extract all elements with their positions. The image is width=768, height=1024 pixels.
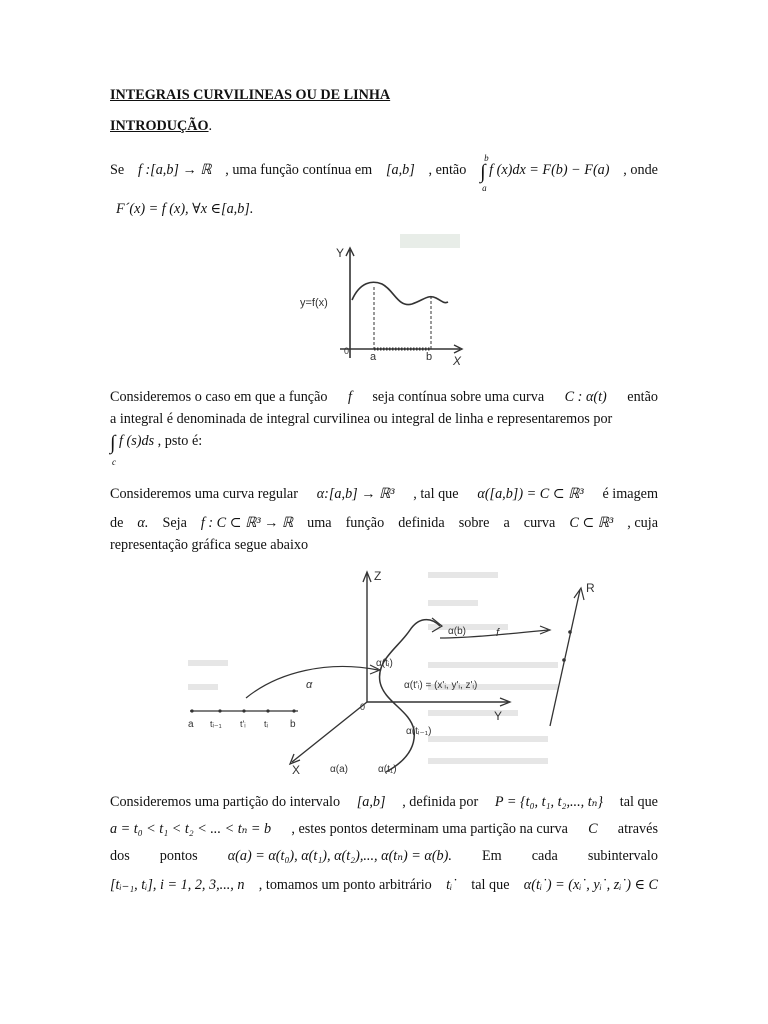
function-curve <box>352 282 448 304</box>
p4-cada: cada <box>531 848 558 864</box>
p1-line2 <box>116 200 664 218</box>
p1-derivative: F´(x) = f (x), ∀x ∈[a,b]. <box>116 201 254 217</box>
fig2-x-label: X <box>292 763 301 777</box>
seg-ti-label: tᵢ <box>264 719 268 729</box>
p3-curva: curva <box>523 515 556 531</box>
p4-text-b: , estes pontos determinam uma partição na curva <box>291 821 568 837</box>
p4-pontos: pontos <box>159 848 198 864</box>
p4-subintervalo: subintervalo <box>587 848 658 864</box>
p4-text-b4: , tomamos um ponto arbitrário <box>258 877 432 893</box>
p3-line2 <box>110 514 658 532</box>
label-alpha-a: α(a) <box>330 764 349 775</box>
p4-subinterval-def: [tᵢ₋₁, tᵢ], i = 1, 2, 3,..., n <box>110 877 245 893</box>
fig1-a-label: a <box>370 351 377 363</box>
p4-tal-que-2: tal que <box>471 877 510 893</box>
seg-a-label: a <box>188 719 194 730</box>
p1-interval: [a,b] <box>385 162 415 178</box>
p3-cuja: , cuja <box>627 515 658 531</box>
label-alpha-ti1: α(tᵢ₋₁) <box>406 726 432 737</box>
p2-line3 <box>110 432 658 467</box>
fig2-alpha-label: α <box>306 679 313 691</box>
p4-text-c: , definida por <box>402 794 479 810</box>
fig1-b-label: b <box>426 351 433 363</box>
p4-line3 <box>110 847 658 865</box>
p2-psto: , psto é: <box>157 433 203 449</box>
p2-f: f <box>347 389 352 405</box>
fig1-origin: 0 <box>344 346 350 356</box>
p1-integral <box>480 153 610 193</box>
p2-text-a: Consideremos o caso em que a função <box>110 389 328 405</box>
scan-smudge <box>400 234 460 248</box>
integral-icon: ∫ <box>480 161 486 183</box>
p2-text-c: seja contínua sobre uma curva <box>372 389 545 405</box>
p4-line1 <box>110 793 658 811</box>
p4-interval: [a,b] <box>356 794 386 810</box>
p2-integral-expr: f (s)ds <box>119 433 155 449</box>
p4-line2 <box>110 820 658 838</box>
p1-integral-expr: f (x)dx = F(b) − F(a) <box>489 162 610 178</box>
p1-se: Se <box>110 162 125 178</box>
p1-text-onde: , onde <box>623 162 658 178</box>
r-point-2 <box>562 658 566 662</box>
fig1-curve-label: y=f(x) <box>300 297 328 309</box>
p3-f-def: f : C ⊂ ℝ³ → ℝ <box>200 515 294 531</box>
seg-b-label: b <box>290 719 296 730</box>
p2-line2: a integral é denominada de integral curvilinea ou integral de linha e representaremos por <box>110 411 613 427</box>
figure-area-under-curve <box>290 232 480 372</box>
seg-ti1-label: tᵢ₋₁ <box>210 719 222 729</box>
curve-c <box>380 620 440 772</box>
p3-text-e: é imagem <box>602 486 658 502</box>
fig2-origin: 0 <box>360 702 366 712</box>
p3-sobre: sobre <box>458 515 490 531</box>
label-alpha-ti: α(tᵢ) <box>376 658 393 669</box>
fig2-y-label: Y <box>494 709 503 723</box>
fig2-f-label: f <box>496 627 500 639</box>
p2-curve: C : α(t) <box>564 389 607 405</box>
real-line <box>550 590 580 726</box>
p3-seja: Seja <box>162 515 187 531</box>
p3-image-def: α([a,b]) = C ⊂ ℝ³ <box>477 486 584 502</box>
p4-point-def: α(tᵢ˙) = (xᵢ˙, yᵢ˙, zᵢ˙) ∈ C <box>523 877 658 893</box>
intro-heading-suffix: . <box>208 118 213 134</box>
p2-integral <box>110 432 158 467</box>
p1-text-continua: , uma função contínua em <box>225 162 373 178</box>
p3-c-subset: C ⊂ ℝ³ <box>569 515 614 531</box>
p4-atraves: através <box>617 821 658 837</box>
p3-uma: uma <box>307 515 332 531</box>
p1-function-def: f :[a,b] → ℝ <box>137 162 212 178</box>
scan-ghost-text <box>188 572 558 764</box>
p4-points: α(a) = α(t₀), α(t₁), α(t₂),..., α(tₙ) = α(b). <box>227 848 452 864</box>
p4-line4 <box>110 876 658 894</box>
label-alpha-tpi: α(t'ᵢ) = (x'ᵢ, y'ᵢ, z'ᵢ) <box>404 680 478 691</box>
p2-line1 <box>110 388 658 406</box>
p1-text-entao: , então <box>428 162 467 178</box>
section-heading <box>110 117 658 135</box>
p3-alpha-def: α:[a,b] → ℝ³ <box>316 486 395 502</box>
p3-alpha: α. <box>137 515 149 531</box>
p3-text-c: , tal que <box>413 486 459 502</box>
p4-dos: dos <box>110 848 130 864</box>
page-title: INTEGRAIS CURVILINEAS OU DE LINHA <box>110 87 391 103</box>
fig2-z-label: Z <box>374 569 382 583</box>
p3-line3: representação gráfica segue abaixo <box>110 537 309 553</box>
p4-ti-star: tᵢ˙ <box>446 877 457 893</box>
label-alpha-t1: α(t₁) <box>378 764 397 775</box>
integral-icon: ∫ <box>110 432 116 454</box>
intro-heading: INTRODUÇÃO <box>110 118 209 134</box>
p3-funcao: função <box>345 515 385 531</box>
p4-partition: P = {t₀, t₁, t₂,..., tₙ} <box>494 794 604 810</box>
p3-text-a: Consideremos uma curva regular <box>110 486 298 502</box>
fig1-y-label: Y <box>336 246 345 260</box>
p1-lim-bot: a <box>482 183 487 193</box>
p4-em: Em <box>481 848 502 864</box>
p4-tal-que: tal que <box>619 794 658 810</box>
p3-definida: definida <box>398 515 445 531</box>
p3-a: a <box>503 515 510 531</box>
p1-line1 <box>110 153 658 193</box>
p2-text-entao: então <box>627 389 658 405</box>
p4-text-a: Consideremos uma partição do intervalo <box>110 794 341 810</box>
p2-lim: c <box>112 457 116 467</box>
x-axis-3d <box>292 702 367 762</box>
p3-de: de <box>110 515 124 531</box>
label-alpha-b: α(b) <box>448 626 467 637</box>
figure-curve-in-space <box>178 560 628 785</box>
p4-order: a = t₀ < t₁ < t₂ < ... < tₙ = b <box>110 821 272 837</box>
seg-tpi-label: t'ᵢ <box>240 719 246 729</box>
p1-lim-top: b <box>484 153 489 163</box>
fig2-r-label: R <box>586 581 595 595</box>
r-point-1 <box>568 630 572 634</box>
fig1-x-label: X <box>453 354 462 368</box>
p4-c: C <box>588 821 598 837</box>
p3-line1 <box>110 485 658 503</box>
